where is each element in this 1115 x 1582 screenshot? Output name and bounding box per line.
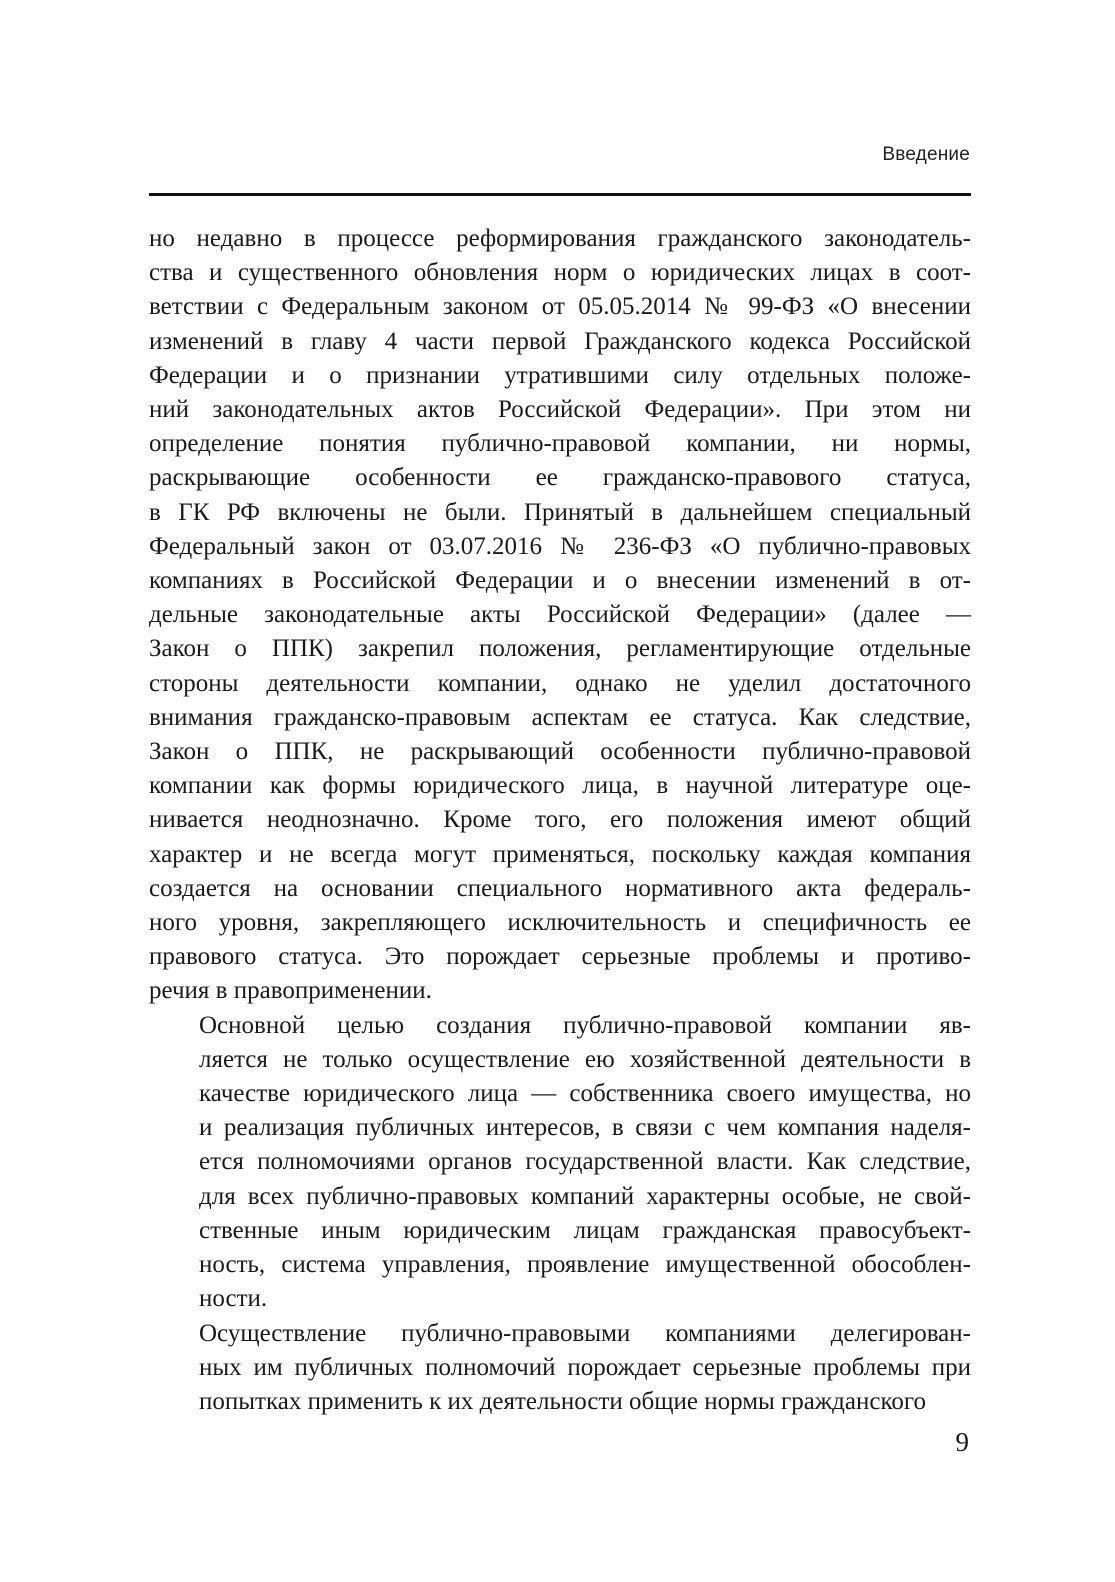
text-line: определение понятия публично-правовой компании, ни нормы, [149, 430, 971, 458]
page-number: 9 [955, 1427, 969, 1457]
text-line: попытках применить к их деятельности общие нормы гражданского [199, 1387, 926, 1415]
text-line: Федеральный закон от 03.07.2016 № 236-ФЗ «О публично-правовых [149, 532, 971, 560]
text-line: но недавно в процессе реформирования гражданского законодатель- [149, 225, 971, 252]
text-line: компаниях в Российской Федерации и о внесении изменений в от- [149, 567, 971, 595]
text-line: ственные иным юридическим лицам гражданская правосубъект- [199, 1216, 971, 1244]
text-line: Осуществление публично-правовыми компаниями делегирован- [199, 1319, 971, 1347]
text-line: ляется не только осуществление ею хозяйственной деятельности в [199, 1045, 971, 1073]
text-line: Закон о ППК) закрепил положения, регламентирующие отдельные [149, 635, 971, 663]
header-divider [149, 193, 971, 196]
text-line: ность, система управления, проявление имущественной обособлен- [199, 1251, 971, 1279]
text-line: характер и не всегда могут применяться, поскольку каждая компания [149, 840, 971, 868]
text-line: в ГК РФ включены не были. Принятый в дальнейшем специальный [149, 498, 971, 526]
text-line: дельные законодательные акты Российской Федерации» (далее — [149, 601, 971, 629]
text-line: речия в правоприменении. [149, 977, 432, 1005]
text-line: ется полномочиями органов государственной власти. Как следствие, [199, 1148, 971, 1176]
text-line: Закон о ППК, не раскрывающий особенности публично-правовой [149, 738, 971, 766]
text-line: ных им публичных полномочий порождает серьезные проблемы при [199, 1353, 971, 1381]
text-line: Основной целью создания публично-правовой компании яв- [199, 1011, 971, 1039]
text-line: правового статуса. Это порождает серьезные проблемы и противо- [149, 943, 971, 971]
running-head-title: Введение [882, 144, 970, 165]
text-line: ветствии с Федеральным законом от 05.05.2014 № 99-ФЗ «О внесении [149, 293, 971, 321]
text-line: создается на основании специального нормативного акта федераль- [149, 874, 971, 902]
text-line: компании как формы юридического лица, в научной литературе оце- [149, 772, 971, 800]
text-line: стороны деятельности компании, однако не уделил достаточного [149, 669, 971, 697]
text-line: нивается неоднозначно. Кроме того, его положения имеют общий [149, 806, 971, 834]
text-line: изменений в главу 4 части первой Гражданского кодекса Российской [149, 327, 971, 355]
text-line: раскрывающие особенности ее гражданско-правового статуса, [149, 464, 971, 492]
paragraph-1 [149, 222, 971, 1009]
paragraph-3 [149, 1317, 971, 1420]
text-line: ности. [199, 1285, 268, 1313]
text-line: внимания гражданско-правовым аспектам ее статуса. Как следствие, [149, 703, 971, 731]
text-line: и реализация публичных интересов, в связи с чем компания наделя- [199, 1114, 971, 1142]
text-line: для всех публично-правовых компаний характерны особые, не свой- [199, 1182, 971, 1210]
text-line: ний законодательных актов Российской Федерации». При этом ни [149, 396, 971, 424]
text-line: ного уровня, закрепляющего исключительность и специфичность ее [149, 909, 971, 937]
text-line: ства и существенного обновления норм о юридических лицах в соот- [149, 259, 971, 287]
text-line: качестве юридического лица — собственника своего имущества, но [199, 1080, 971, 1108]
body-text [149, 222, 971, 1419]
text-line: Федерации и о признании утратившими силу отдельных положе- [149, 361, 971, 389]
paragraph-2 [149, 1009, 971, 1317]
